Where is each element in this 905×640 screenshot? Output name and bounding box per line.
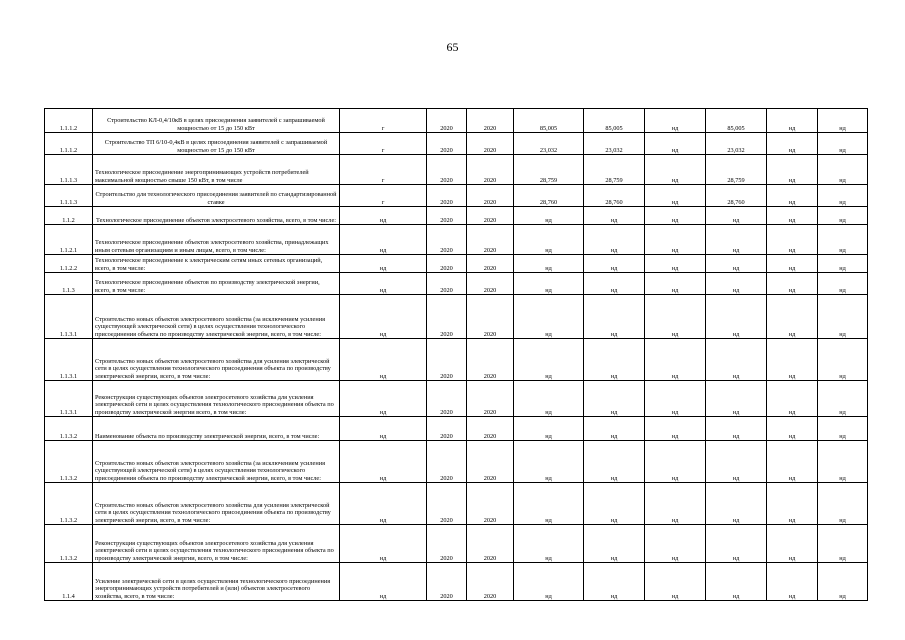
value-cell: нд xyxy=(818,185,868,207)
year-start-cell: 2020 xyxy=(427,417,467,441)
value-cell: нд xyxy=(767,339,818,381)
value-cell: нд xyxy=(645,225,706,255)
value-cell: нд xyxy=(767,295,818,339)
type-cell: нд xyxy=(340,207,427,225)
type-cell: нд xyxy=(340,525,427,563)
value-cell: нд xyxy=(767,273,818,295)
type-cell: нд xyxy=(340,483,427,525)
year-end-cell: 2020 xyxy=(467,381,514,417)
year-end-cell: 2020 xyxy=(467,417,514,441)
value-cell: нд xyxy=(767,155,818,185)
name-cell: Технологическое присоединение объектов по производству электрической энергии, всего, в том числе: xyxy=(93,273,340,295)
value-cell: нд xyxy=(818,273,868,295)
value-cell: нд xyxy=(514,295,584,339)
value-cell: нд xyxy=(818,295,868,339)
year-start-cell: 2020 xyxy=(427,295,467,339)
table-row xyxy=(45,225,868,255)
value-cell: нд xyxy=(584,295,645,339)
year-end-cell: 2020 xyxy=(467,207,514,225)
code-cell: 1.1.2.1 xyxy=(45,225,93,255)
value-cell: нд xyxy=(645,295,706,339)
value-cell: нд xyxy=(645,441,706,483)
year-end-cell: 2020 xyxy=(467,525,514,563)
year-start-cell: 2020 xyxy=(427,255,467,273)
code-cell: 1.1.4 xyxy=(45,563,93,601)
type-cell: нд xyxy=(340,273,427,295)
investment-table xyxy=(44,108,868,601)
value-cell: нд xyxy=(818,155,868,185)
code-cell: 1.1.3.1 xyxy=(45,339,93,381)
type-cell: г xyxy=(340,109,427,133)
value-cell: нд xyxy=(514,441,584,483)
year-start-cell: 2020 xyxy=(427,483,467,525)
value-cell: 28,759 xyxy=(584,155,645,185)
name-cell: Строительство КЛ-0,4/10кВ в целях присоединения заявителей с запрашиваемой мощностью от 15 до 150 кВт xyxy=(93,109,340,133)
value-cell: нд xyxy=(818,381,868,417)
value-cell: нд xyxy=(706,225,767,255)
value-cell: нд xyxy=(818,483,868,525)
table-row xyxy=(45,255,868,273)
value-cell: нд xyxy=(584,417,645,441)
table-row xyxy=(45,417,868,441)
value-cell: нд xyxy=(767,483,818,525)
value-cell: нд xyxy=(584,563,645,601)
name-cell: Наименование объекта по производству электрической энергии, всего, в том числе: xyxy=(93,417,340,441)
value-cell: нд xyxy=(767,133,818,155)
table-row xyxy=(45,273,868,295)
value-cell: 23,032 xyxy=(514,133,584,155)
table-row xyxy=(45,339,868,381)
table-row xyxy=(45,381,868,417)
year-end-cell: 2020 xyxy=(467,441,514,483)
name-cell: Строительство новых объектов электросетевого хозяйства для усиления электрической сети в целях осуществления технологического присоединения объекта по производству электрической энергии, всего, в том числе: xyxy=(93,483,340,525)
type-cell: нд xyxy=(340,225,427,255)
type-cell: нд xyxy=(340,441,427,483)
type-cell: г xyxy=(340,185,427,207)
value-cell: нд xyxy=(514,381,584,417)
value-cell: нд xyxy=(767,255,818,273)
code-cell: 1.1.2.2 xyxy=(45,255,93,273)
value-cell: нд xyxy=(514,417,584,441)
value-cell: нд xyxy=(514,273,584,295)
name-cell: Технологическое присоединение объектов электросетевого хозяйства, всего, в том числе: xyxy=(93,207,340,225)
value-cell: нд xyxy=(767,563,818,601)
value-cell: нд xyxy=(584,441,645,483)
code-cell: 1.1.3 xyxy=(45,273,93,295)
table-row xyxy=(45,133,868,155)
value-cell: нд xyxy=(645,417,706,441)
year-start-cell: 2020 xyxy=(427,155,467,185)
value-cell: 85,005 xyxy=(584,109,645,133)
value-cell: нд xyxy=(514,563,584,601)
value-cell: нд xyxy=(818,525,868,563)
code-cell: 1.1.3.2 xyxy=(45,525,93,563)
value-cell: нд xyxy=(706,255,767,273)
value-cell: нд xyxy=(767,381,818,417)
year-end-cell: 2020 xyxy=(467,295,514,339)
year-end-cell: 2020 xyxy=(467,225,514,255)
name-cell: Строительство ТП 6/10-0,4кВ в целях присоединения заявителей с запрашиваемой мощностью от 15 до 150 кВт xyxy=(93,133,340,155)
year-end-cell: 2020 xyxy=(467,185,514,207)
year-end-cell: 2020 xyxy=(467,109,514,133)
value-cell: нд xyxy=(645,109,706,133)
value-cell: 85,005 xyxy=(706,109,767,133)
type-cell: г xyxy=(340,155,427,185)
value-cell: нд xyxy=(514,339,584,381)
year-end-cell: 2020 xyxy=(467,483,514,525)
table-row xyxy=(45,483,868,525)
name-cell: Строительство для технологического присоединения заявителей по стандартизированной ставке xyxy=(93,185,340,207)
type-cell: нд xyxy=(340,417,427,441)
value-cell: нд xyxy=(584,255,645,273)
year-start-cell: 2020 xyxy=(427,109,467,133)
value-cell: нд xyxy=(514,483,584,525)
value-cell: нд xyxy=(818,225,868,255)
value-cell: 28,760 xyxy=(706,185,767,207)
value-cell: нд xyxy=(706,207,767,225)
year-start-cell: 2020 xyxy=(427,133,467,155)
value-cell: нд xyxy=(706,563,767,601)
name-cell: Технологическое присоединение объектов электросетевого хозяйства, принадлежащих иным сетевым организациям и иным лицам, всего, в том числе: xyxy=(93,225,340,255)
value-cell: 85,005 xyxy=(514,109,584,133)
code-cell: 1.1.2 xyxy=(45,207,93,225)
value-cell: нд xyxy=(706,381,767,417)
code-cell: 1.1.3.2 xyxy=(45,483,93,525)
table-row xyxy=(45,155,868,185)
type-cell: нд xyxy=(340,339,427,381)
value-cell: нд xyxy=(645,563,706,601)
year-start-cell: 2020 xyxy=(427,273,467,295)
value-cell: нд xyxy=(514,225,584,255)
value-cell: нд xyxy=(767,441,818,483)
code-cell: 1.1.3.2 xyxy=(45,417,93,441)
year-start-cell: 2020 xyxy=(427,563,467,601)
value-cell: нд xyxy=(584,207,645,225)
type-cell: нд xyxy=(340,381,427,417)
year-end-cell: 2020 xyxy=(467,133,514,155)
code-cell: 1.1.1.3 xyxy=(45,185,93,207)
code-cell: 1.1.1.2 xyxy=(45,133,93,155)
value-cell: нд xyxy=(818,339,868,381)
code-cell: 1.1.1.2 xyxy=(45,109,93,133)
value-cell: нд xyxy=(818,133,868,155)
name-cell: Технологическое присоединение энергопринимающих устройств потребителей максимальной мощностью свыше 150 кВт, в том числе xyxy=(93,155,340,185)
value-cell: нд xyxy=(706,483,767,525)
year-end-cell: 2020 xyxy=(467,273,514,295)
value-cell: нд xyxy=(767,225,818,255)
value-cell: нд xyxy=(584,225,645,255)
table-row xyxy=(45,563,868,601)
value-cell: нд xyxy=(645,207,706,225)
year-start-cell: 2020 xyxy=(427,441,467,483)
value-cell: нд xyxy=(514,207,584,225)
value-cell: нд xyxy=(706,417,767,441)
value-cell: 23,032 xyxy=(584,133,645,155)
table-row xyxy=(45,185,868,207)
value-cell: нд xyxy=(584,525,645,563)
table-row xyxy=(45,207,868,225)
value-cell: нд xyxy=(767,185,818,207)
table-row xyxy=(45,525,868,563)
value-cell: нд xyxy=(767,525,818,563)
year-end-cell: 2020 xyxy=(467,339,514,381)
value-cell: нд xyxy=(584,483,645,525)
value-cell: нд xyxy=(645,185,706,207)
value-cell: нд xyxy=(514,525,584,563)
value-cell: нд xyxy=(767,417,818,441)
name-cell: Усиление электрической сети в целях осуществления технологического присоединения энергопринимающих устройств потребителей и (или) объектов электросетевого хозяйства, всего, в том числе: xyxy=(93,563,340,601)
value-cell: нд xyxy=(645,255,706,273)
code-cell: 1.1.3.2 xyxy=(45,441,93,483)
value-cell: 28,760 xyxy=(584,185,645,207)
value-cell: нд xyxy=(818,417,868,441)
value-cell: нд xyxy=(818,255,868,273)
value-cell: нд xyxy=(514,255,584,273)
year-start-cell: 2020 xyxy=(427,339,467,381)
value-cell: нд xyxy=(645,133,706,155)
table-row xyxy=(45,109,868,133)
value-cell: нд xyxy=(706,525,767,563)
year-start-cell: 2020 xyxy=(427,207,467,225)
value-cell: нд xyxy=(767,109,818,133)
code-cell: 1.1.3.1 xyxy=(45,381,93,417)
value-cell: 28,759 xyxy=(706,155,767,185)
value-cell: нд xyxy=(584,339,645,381)
value-cell: нд xyxy=(818,109,868,133)
code-cell: 1.1.1.3 xyxy=(45,155,93,185)
name-cell: Реконструкция существующих объектов электросетевого хозяйства для усиления электрической сети в целях осуществления технологического присоединения объекта по производству электрической энергии всего, в том числе: xyxy=(93,381,340,417)
value-cell: нд xyxy=(645,155,706,185)
page-number: 65 xyxy=(446,40,459,54)
year-end-cell: 2020 xyxy=(467,255,514,273)
value-cell: нд xyxy=(767,207,818,225)
value-cell: нд xyxy=(584,273,645,295)
year-end-cell: 2020 xyxy=(467,563,514,601)
year-start-cell: 2020 xyxy=(427,381,467,417)
value-cell: нд xyxy=(706,441,767,483)
type-cell: нд xyxy=(340,295,427,339)
year-start-cell: 2020 xyxy=(427,185,467,207)
value-cell: нд xyxy=(706,273,767,295)
value-cell: нд xyxy=(645,339,706,381)
type-cell: нд xyxy=(340,255,427,273)
type-cell: г xyxy=(340,133,427,155)
table-row xyxy=(45,295,868,339)
name-cell: Строительство новых объектов электросетевого хозяйства (за исключением усиления существующей электрической сети) в целях осуществления технологического присоединения объекта по производству электрической энергии, всего, в том числе: xyxy=(93,295,340,339)
value-cell: нд xyxy=(645,381,706,417)
value-cell: нд xyxy=(706,295,767,339)
name-cell: Реконструкция существующих объектов электросетевого хозяйства для усиления электрической сети в целях осуществления технологического присоединения объекта по производству электрической энергии, всего, в том числе: xyxy=(93,525,340,563)
value-cell: нд xyxy=(818,207,868,225)
table-row xyxy=(45,441,868,483)
value-cell: нд xyxy=(645,525,706,563)
value-cell: нд xyxy=(818,563,868,601)
year-end-cell: 2020 xyxy=(467,155,514,185)
year-start-cell: 2020 xyxy=(427,525,467,563)
value-cell: нд xyxy=(706,339,767,381)
value-cell: 23,032 xyxy=(706,133,767,155)
name-cell: Строительство новых объектов электросетевого хозяйства для усиления электрической сети в целях осуществления технологического присоединения объекта по производству электрической энергии, всего, в том числе: xyxy=(93,339,340,381)
name-cell: Строительство новых объектов электросетевого хозяйства (за исключением усиления существующей электрической сети) в целях осуществления технологического присоединения объекта по производству электрической энергии, всего, в том числе: xyxy=(93,441,340,483)
year-start-cell: 2020 xyxy=(427,225,467,255)
code-cell: 1.1.3.1 xyxy=(45,295,93,339)
value-cell: нд xyxy=(818,441,868,483)
value-cell: нд xyxy=(645,273,706,295)
value-cell: 28,759 xyxy=(514,155,584,185)
name-cell: Технологическое присоединение к электрическим сетям иных сетевых организаций, всего, в том числе: xyxy=(93,255,340,273)
value-cell: 28,760 xyxy=(514,185,584,207)
value-cell: нд xyxy=(645,483,706,525)
value-cell: нд xyxy=(584,381,645,417)
type-cell: нд xyxy=(340,563,427,601)
